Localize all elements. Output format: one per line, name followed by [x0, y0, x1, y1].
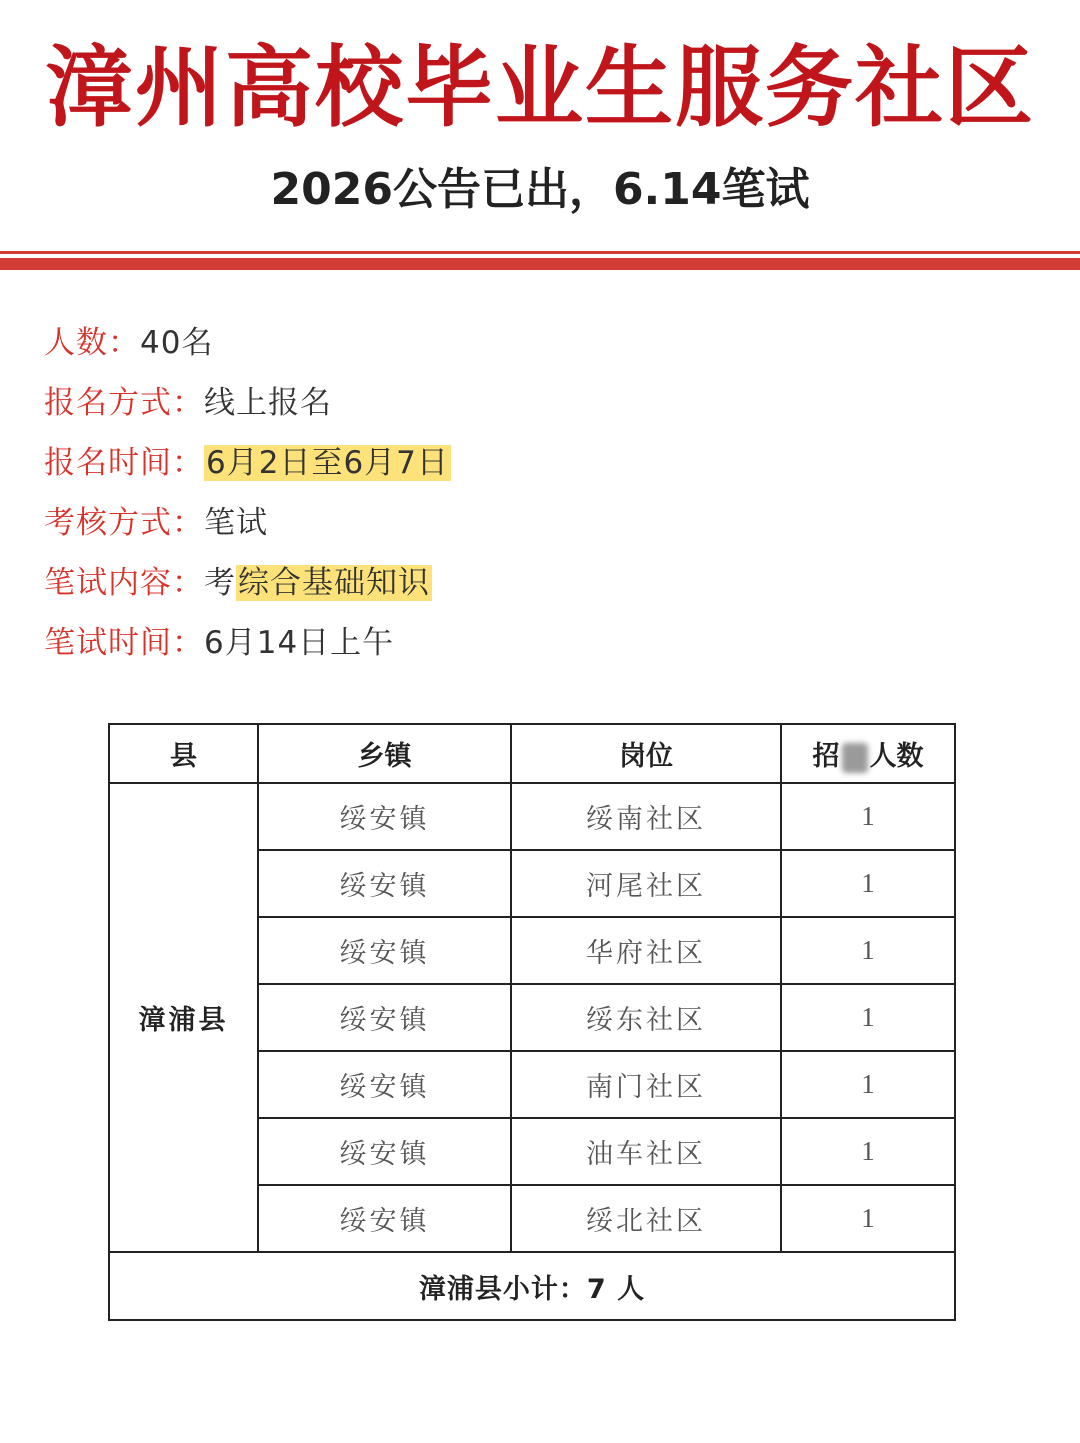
town-cell: 绥安镇 — [258, 1185, 511, 1252]
count-cell: 1 — [781, 850, 955, 917]
info-row-exam-content — [44, 553, 451, 613]
blur-mosaic — [842, 743, 868, 773]
count-cell: 1 — [781, 1118, 955, 1185]
info-label: 报名时间： — [44, 445, 204, 481]
column-header-count-suffix: 人数 — [869, 741, 924, 772]
count-cell: 1 — [781, 984, 955, 1051]
table-header-row — [109, 724, 955, 783]
town-cell: 绥安镇 — [258, 1051, 511, 1118]
info-value-highlighted: 综合基础知识 — [238, 565, 430, 601]
town-cell: 绥安镇 — [258, 984, 511, 1051]
post-cell: 绥北社区 — [511, 1185, 781, 1252]
town-cell: 绥安镇 — [258, 783, 511, 850]
post-cell: 华府社区 — [511, 917, 781, 984]
recruitment-info-list — [44, 313, 451, 673]
info-row-assessment-method — [44, 493, 451, 553]
count-cell: 1 — [781, 783, 955, 850]
count-cell: 1 — [781, 1051, 955, 1118]
info-label: 报名方式： — [44, 385, 204, 421]
county-cell: 漳浦县 — [109, 783, 258, 1252]
subtotal-cell: 漳浦县小计：7 人 — [109, 1252, 955, 1320]
town-cell: 绥安镇 — [258, 917, 511, 984]
post-cell: 油车社区 — [511, 1118, 781, 1185]
info-value: 线上报名 — [204, 385, 332, 421]
post-cell: 绥东社区 — [511, 984, 781, 1051]
info-label: 考核方式： — [44, 505, 204, 541]
info-row-headcount — [44, 313, 451, 373]
column-header-county: 县 — [109, 724, 258, 783]
column-header-count — [781, 724, 955, 783]
info-value: 笔试 — [204, 505, 268, 541]
info-row-registration-time — [44, 433, 451, 493]
info-row-exam-time — [44, 613, 451, 673]
info-value: 40名 — [140, 325, 214, 361]
info-value-highlighted: 6月2日至6月7日 — [206, 445, 449, 481]
info-value: 6月14日上午 — [204, 625, 395, 661]
column-header-count-prefix: 招 — [812, 741, 840, 772]
page-subtitle: 2026公告已出，6.14笔试 — [270, 164, 810, 215]
post-cell: 绥南社区 — [511, 783, 781, 850]
header-divider-thin — [0, 251, 1080, 254]
column-header-town: 乡镇 — [258, 724, 511, 783]
info-label: 笔试内容： — [44, 565, 204, 601]
post-cell: 南门社区 — [511, 1051, 781, 1118]
count-cell: 1 — [781, 917, 955, 984]
table-row — [109, 783, 955, 850]
info-row-registration-method — [44, 373, 451, 433]
page-title: 漳州高校毕业生服务社区 — [44, 36, 1035, 139]
column-header-post: 岗位 — [511, 724, 781, 783]
town-cell: 绥安镇 — [258, 1118, 511, 1185]
post-cell: 河尾社区 — [511, 850, 781, 917]
info-value-prefix: 考 — [204, 565, 236, 601]
header-divider-thick — [0, 258, 1080, 270]
info-label: 笔试时间： — [44, 625, 204, 661]
info-label: 人数： — [44, 325, 140, 361]
subtotal-row — [109, 1252, 955, 1320]
town-cell: 绥安镇 — [258, 850, 511, 917]
count-cell: 1 — [781, 1185, 955, 1252]
quota-table — [108, 723, 956, 1321]
